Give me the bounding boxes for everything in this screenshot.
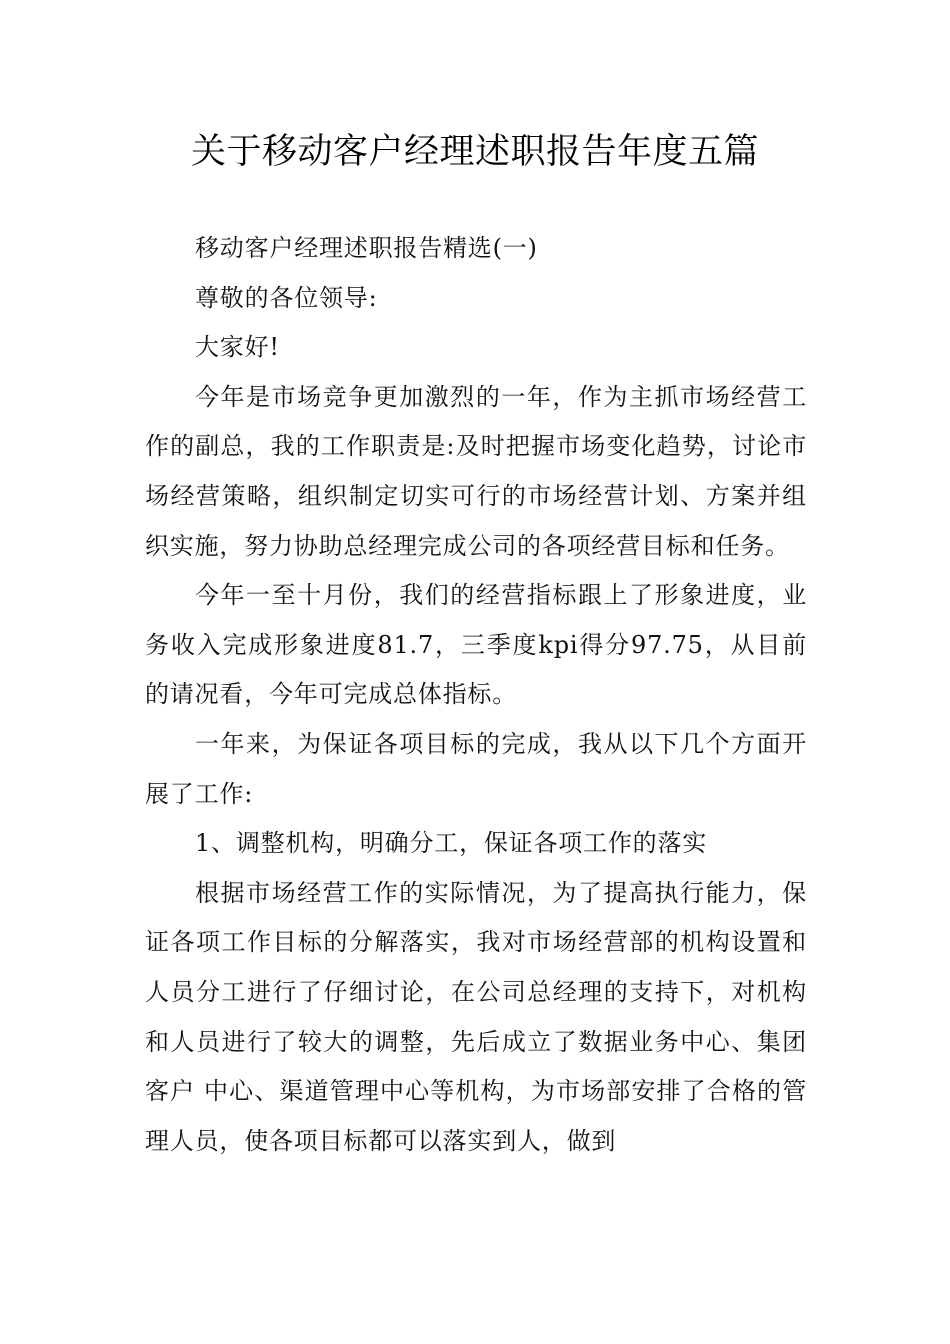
- document-body: [145, 224, 807, 1166]
- paragraph: 一年来，为保证各项目标的完成，我从以下几个方面开展了工作:: [145, 729, 807, 808]
- paragraph: 今年是市场竞争更加激烈的一年，作为主抓市场经营工作的副总，我的工作职责是:及时把握市场变化趋势，讨论市场经营策略，组织制定切实可行的市场经营计划、方案并组织实施，努力协助总经理完成公司的各项经营目标和任务。: [145, 382, 807, 560]
- section-heading: 移动客户经理述职报告精选(一): [195, 234, 538, 262]
- paragraph: 根据市场经营工作的实际情况，为了提高执行能力，保证各项工作目标的分解落实，我对市场经营部的机构设置和人员分工进行了仔细讨论，在公司总经理的支持下，对机构和人员进行了较大的调整，先后成立了数据业务中心、集团 客户 中心、渠道管理中心等机构，为市场部安排了合格的管理人员，使各项目标都可以落实到人，做到: [145, 878, 807, 1155]
- paragraph: 今年一至十月份，我们的经营指标跟上了形象进度，业务收入完成形象进度81.7，三季度kpi得分97.75，从目前的请况看，今年可完成总体指标。: [145, 581, 807, 709]
- salutation: 尊敬的各位领导:: [195, 283, 378, 312]
- list-heading: 1、调整机构，明确分工，保证各项工作的落实: [195, 829, 708, 858]
- greeting: 大家好!: [195, 333, 280, 362]
- document-title: 关于移动客户经理述职报告年度五篇: [190, 132, 759, 172]
